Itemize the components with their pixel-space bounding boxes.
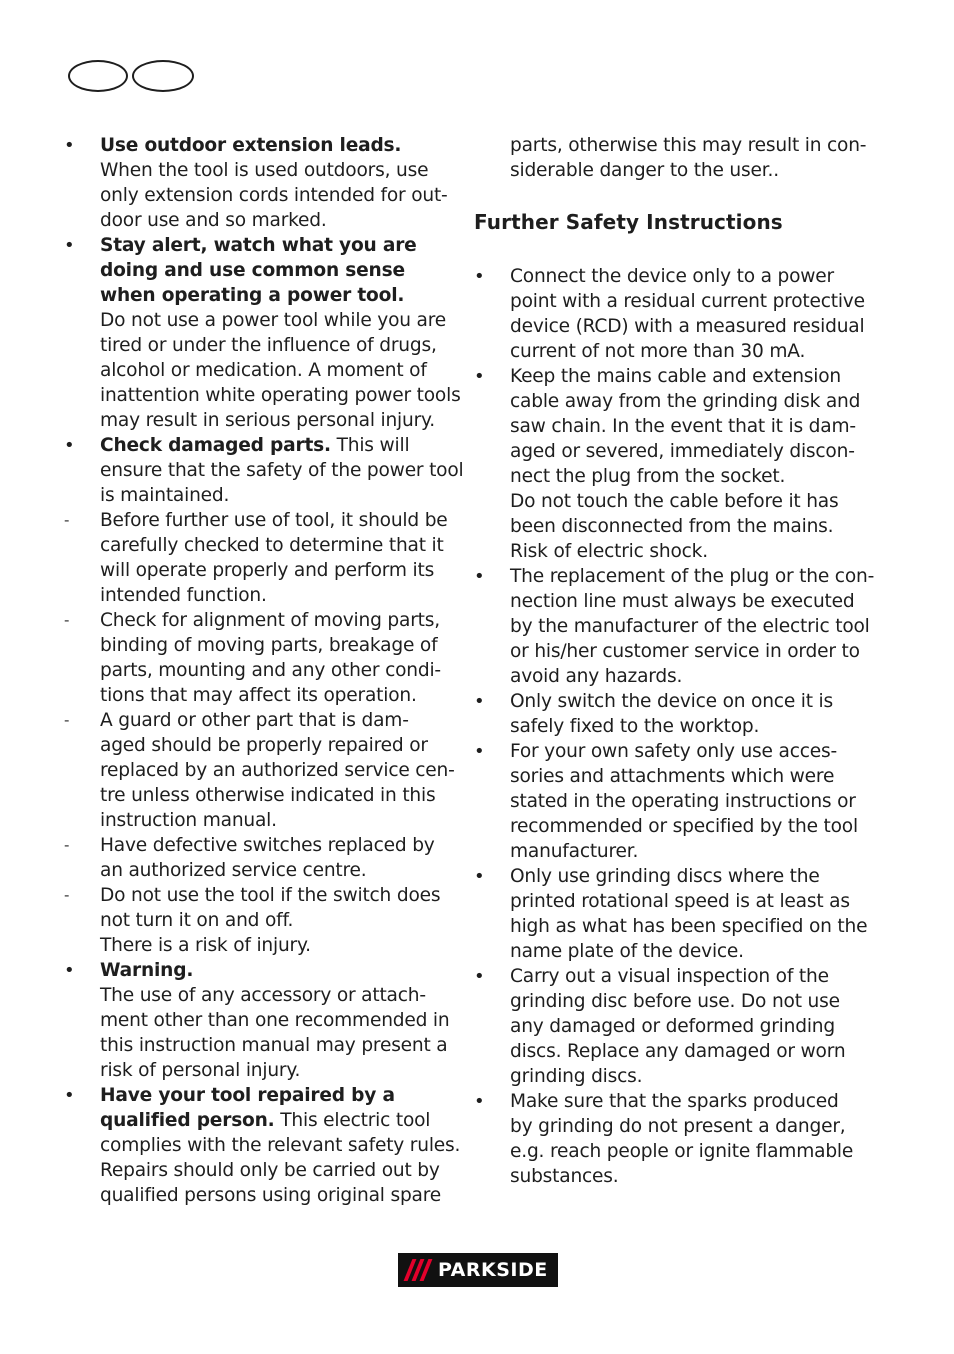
item-heading: doing and use common sense (100, 260, 405, 281)
list-item (474, 264, 864, 364)
item-text: saw chain. In the event that it is dam- (510, 416, 856, 437)
item-text: The replacement of the plug or the con- (510, 566, 875, 587)
item-text: ment other than one recommended in (100, 1010, 450, 1031)
bullet-marker: • (64, 960, 75, 981)
item-text: this instruction manual may present a (100, 1035, 448, 1056)
item-text: carefully checked to determine that it (100, 535, 444, 556)
list-item (474, 739, 864, 864)
item-text: name plate of the device. (510, 941, 744, 962)
bullet-marker: • (64, 435, 75, 456)
item-text: sories and attachments which were (510, 766, 835, 787)
item-text: Risk of electric shock. (510, 541, 708, 562)
item-text: The use of any accessory or attach- (100, 985, 426, 1006)
list-item (64, 958, 456, 1083)
item-text: Do not touch the cable before it has (510, 491, 839, 512)
item-text: nection line must always be executed (510, 591, 855, 612)
item-text: printed rotational speed is at least as (510, 891, 850, 912)
item-text: by the manufacturer of the electric tool (510, 616, 870, 637)
logo-stripes-icon (400, 1255, 432, 1285)
item-heading: Stay alert, watch what you are (100, 235, 417, 256)
item-text: by grinding do not present a danger, (510, 1116, 846, 1137)
item-text: safely fixed to the worktop. (510, 716, 760, 737)
list-item (64, 133, 456, 233)
item-text: A guard or other part that is dam- (100, 710, 409, 731)
item-text: avoid any hazards. (510, 666, 683, 687)
item-text: Carry out a visual inspection of the (510, 966, 829, 987)
item-text: grinding disc before use. Do not use (510, 991, 840, 1012)
dash-marker: - (64, 886, 70, 904)
item-text: stated in the operating instructions or (510, 791, 856, 812)
item-text: instruction manual. (100, 810, 277, 831)
list-item (474, 964, 864, 1089)
left-column (64, 133, 464, 1208)
bullet-marker: • (474, 266, 485, 287)
language-oval-1 (68, 60, 128, 92)
continued-text (474, 133, 867, 183)
item-text: This will (330, 435, 410, 456)
language-oval-2 (132, 60, 194, 92)
item-heading: qualified person. (100, 1110, 275, 1131)
item-text: cable away from the grinding disk and (510, 391, 861, 412)
bullet-marker: • (474, 966, 485, 987)
item-text: replaced by an authorized service cen- (100, 760, 455, 781)
bullet-marker: • (474, 741, 485, 762)
bullet-marker: • (474, 1091, 485, 1112)
logo-wordmark: PARKSIDE (438, 1259, 548, 1281)
item-text: binding of moving parts, breakage of (100, 635, 438, 656)
item-text: Do not use the tool if the switch does (100, 885, 441, 906)
item-text: current of not more than 30 mA. (510, 341, 806, 362)
item-text: When the tool is used outdoors, use (100, 160, 429, 181)
item-text: substances. (510, 1166, 619, 1187)
list-item (474, 864, 868, 964)
item-text: Connect the device only to a power (510, 266, 834, 287)
section-heading: Further Safety Instructions (474, 210, 783, 234)
bullet-marker: • (474, 866, 485, 887)
item-text: or his/her customer service in order to (510, 641, 860, 662)
bullet-marker: • (474, 366, 485, 387)
item-text: tre unless otherwise indicated in this (100, 785, 436, 806)
item-text: Check for alignment of moving parts, (100, 610, 440, 631)
list-item (64, 883, 456, 958)
item-text: risk of personal injury. (100, 1060, 301, 1081)
item-text: nect the plug from the socket. (510, 466, 786, 487)
item-text: complies with the relevant safety rules. (100, 1135, 461, 1156)
item-heading: Have your tool repaired by a (100, 1085, 395, 1106)
item-text: recommended or specified by the tool (510, 816, 858, 837)
item-text: This electric tool (274, 1110, 431, 1131)
item-heading: Check damaged parts. (100, 435, 331, 456)
item-text: Keep the mains cable and extension (510, 366, 842, 387)
bullet-marker: • (474, 691, 485, 712)
list-item (64, 508, 456, 608)
dash-marker: - (64, 711, 70, 729)
list-item (474, 564, 875, 689)
item-text: is maintained. (100, 485, 230, 506)
item-text: Repairs should only be carried out by (100, 1160, 440, 1181)
item-text: tired or under the influence of drugs, (100, 335, 437, 356)
item-text: may result in serious personal injury. (100, 410, 435, 431)
bullet-marker: • (64, 235, 75, 256)
item-text: grinding discs. (510, 1066, 643, 1087)
list-item (474, 689, 864, 739)
item-text: Do not use a power tool while you are (100, 310, 447, 331)
item-text: discs. Replace any damaged or worn (510, 1041, 846, 1062)
item-text: only extension cords intended for out- (100, 185, 448, 206)
item-text: device (RCD) with a measured residual (510, 316, 865, 337)
dash-marker: - (64, 611, 70, 629)
right-column (474, 133, 875, 1189)
item-text: Only use grinding discs where the (510, 866, 820, 887)
item-text: parts, mounting and any other condi- (100, 660, 441, 681)
item-text: e.g. reach people or ignite flammable (510, 1141, 854, 1162)
dash-marker: - (64, 511, 70, 529)
list-item (474, 1089, 864, 1189)
item-text: Before further use of tool, it should be (100, 510, 448, 531)
item-text: tions that may affect its operation. (100, 685, 417, 706)
item-text: Have defective switches replaced by (100, 835, 435, 856)
item-text: parts, otherwise this may result in con- (510, 135, 867, 156)
item-heading: Warning. (100, 960, 194, 981)
item-text: aged or severed, immediately discon- (510, 441, 855, 462)
item-text: will operate properly and perform its (100, 560, 435, 581)
item-text: intended function. (100, 585, 267, 606)
item-text: inattention white operating power tools (100, 385, 461, 406)
list-item (64, 833, 456, 883)
list-item (64, 1083, 461, 1208)
list-item (474, 364, 864, 564)
list-item (64, 708, 456, 833)
item-heading: Use outdoor extension leads. (100, 135, 402, 156)
bullet-marker: • (64, 1085, 75, 1106)
item-text: alcohol or medication. A moment of (100, 360, 427, 381)
item-text: ensure that the safety of the power tool (100, 460, 464, 481)
item-text: manufacturer. (510, 841, 639, 862)
item-text: been disconnected from the mains. (510, 516, 834, 537)
list-item (64, 233, 461, 433)
item-text: point with a residual current protective (510, 291, 865, 312)
item-text: an authorized service centre. (100, 860, 367, 881)
item-text: any damaged or deformed grinding (510, 1016, 835, 1037)
bullet-marker: • (64, 135, 75, 156)
item-text: Only switch the device on once it is (510, 691, 834, 712)
item-heading: when operating a power tool. (100, 285, 405, 306)
list-item (64, 433, 464, 508)
item-text: aged should be properly repaired or (100, 735, 428, 756)
item-text: door use and so marked. (100, 210, 327, 231)
bullet-marker: • (474, 566, 485, 587)
item-text: high as what has been specified on the (510, 916, 868, 937)
item-text: not turn it on and off. (100, 910, 294, 931)
parkside-logo (398, 1253, 558, 1287)
item-text: siderable danger to the user.. (510, 160, 779, 181)
item-text: qualified persons using original spare (100, 1185, 442, 1206)
dash-marker: - (64, 836, 70, 854)
item-text: For your own safety only use acces- (510, 741, 837, 762)
list-item (64, 608, 456, 708)
item-text: There is a risk of injury. (100, 935, 311, 956)
item-text: Make sure that the sparks produced (510, 1091, 839, 1112)
